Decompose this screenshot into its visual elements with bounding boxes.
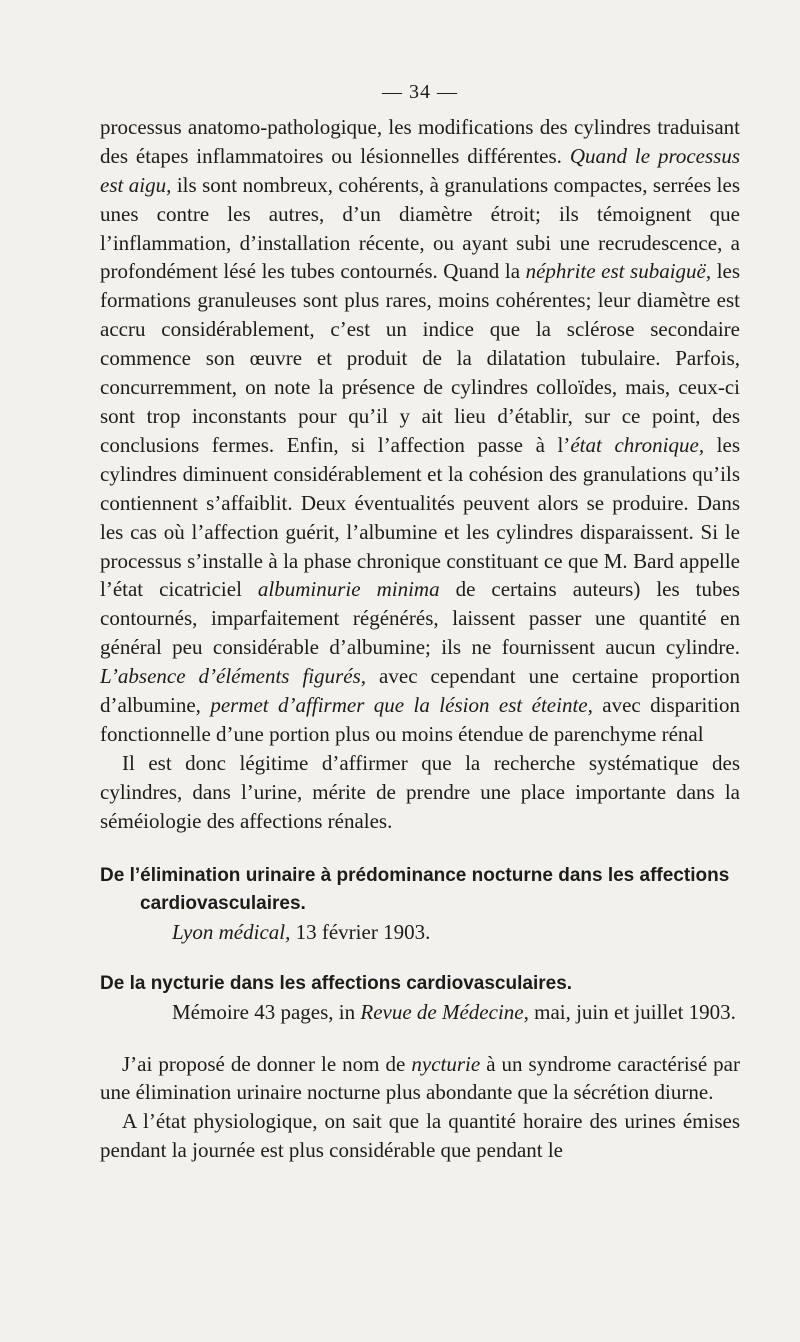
section-title-elimination: De l’élimination urinaire à prédominance nocturne dans les affections cardiovasculaires. xyxy=(100,864,730,914)
italic-term: nycturie xyxy=(411,1051,481,1076)
italic-phrase: L’absence d’éléments figurés, xyxy=(100,664,367,689)
section-reference-nycturie: Mémoire 43 pages, in Revue de Médecine, mai, juin et juillet 1903. xyxy=(172,999,736,1024)
italic-phrase: albuminurie minima xyxy=(257,577,440,602)
paragraph-nycturie-definition: J’ai proposé de donner le nom de nycturie à un syndrome caractérisé par une élimination urinaire nocturne plus abondante que la sécrétion diurne. xyxy=(100,1051,740,1105)
paragraph-physiological: A l’état physiologique, on sait que la quantité horaire des urines émises pendant la journée est plus considérable que pendant le xyxy=(100,1109,740,1163)
italic-phrase: néphrite est subaiguë, xyxy=(525,259,712,284)
italic-phrase: permet d’affirmer que la lésion est éteinte, xyxy=(210,693,593,718)
document-page xyxy=(100,78,740,1165)
page-number: — 34 — xyxy=(382,81,458,103)
paragraph-conclusion: Il est donc légitime d’affirmer que la recherche systématique des cylindres, dans l’urine, mérite de prendre une place importante dans la séméiologie des affections rénales. xyxy=(100,750,740,833)
section-reference-elimination: Lyon médical, 13 février 1903. xyxy=(172,919,431,944)
italic-phrase: état chronique, xyxy=(570,432,705,457)
italic-phrase: Quand le processus est aigu, xyxy=(100,143,741,197)
section-title-nycturie: De la nycturie dans les affections cardiovasculaires. xyxy=(100,972,573,994)
paragraph-cylinders: processus anatomo-pathologique, les modifications des cylindres traduisant des étapes inflammatoires ou lésionnelles différentes. Quand le processus est aigu, ils sont nombreux, cohérents, à granulations compactes, serrées les unes contre les autres, d’un diamètre étroit; ils témoignent que l’inflammation, d’installation récente, ou ayant subi une recrudescence, a profondément lésé les tubes contournés. Quand la néphrite est subaiguë, les formations granuleuses sont plus rares, moins cohérentes; leur diamètre est accru considérablement, c’est un indice que la sclérose secondaire commence son œuvre et produit de la dilatation tubulaire. Parfois, concurremment, on note la présence de cylindres colloïdes, mais, ceux-ci sont trop inconstants pour qu’il y ait lieu d’établir, sur ce point, des conclusions fermes. Enfin, si l’affection passe à l’état chronique, les cylindres diminuent considérablement et la cohésion des granulations qu’ils contiennent s’affaiblit. Deux éventualités peuvent alors se produire. Dans les cas où l’affection guérit, l’albumine et les cylindres disparaissent. Si le processus s’installe à la phase chronique constituant ce que M. Bard appelle l’état cicatriciel albuminurie minima de certains auteurs) les tubes contournés, imparfaitement régénérés, laissent passer une quantité en général peu considérable d’albumine; ils ne fournissent aucun cylindre. L’absence d’éléments figurés, avec cependant une certaine proportion d’albumine, permet d’affirmer que la lésion est éteinte, avec disparition fonctionnelle d’une portion plus ou moins étendue de parenchyme rénal xyxy=(100,114,741,746)
